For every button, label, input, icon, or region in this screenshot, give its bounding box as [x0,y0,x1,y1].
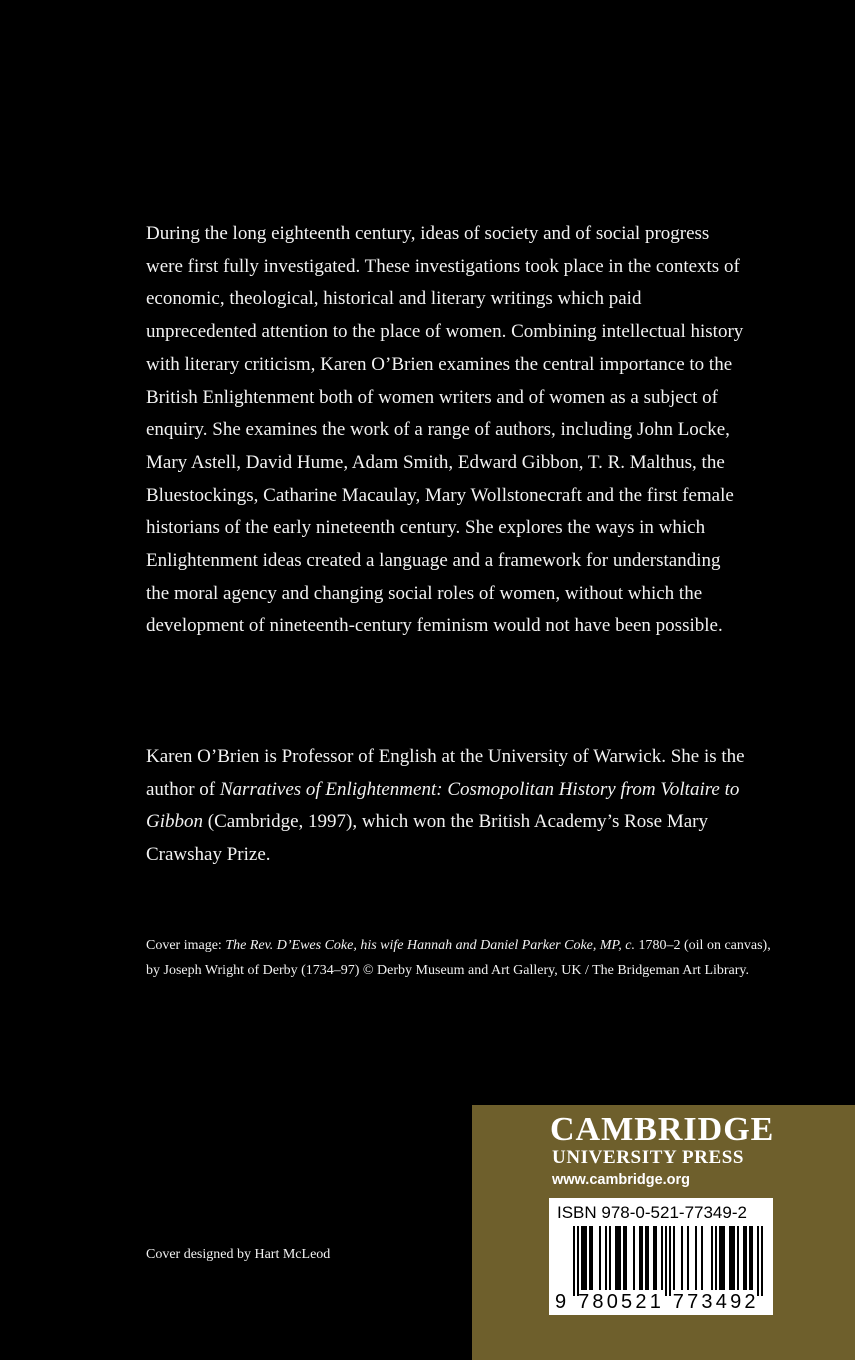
author-bio-details: (Cambridge, 1997), which won the British Academy’s Rose Mary Crawshay Prize. [146,811,709,866]
barcode-bar [619,1226,621,1290]
barcode-bar [655,1226,657,1290]
barcode-bar [711,1226,713,1290]
barcode-bar [617,1226,619,1290]
barcode-bar [661,1226,663,1290]
cover-image-credit [146,934,786,983]
barcode-bar [723,1226,725,1290]
barcode-bar [749,1226,751,1290]
barcode-bar [573,1226,575,1296]
barcode-bar [581,1226,583,1290]
barcode-bar [669,1226,671,1296]
book-description: During the long eighteenth century, ideas of society and of social progress were first fully investigated. These investigations took place in the contexts of economic, theological, historical and literary writings which paid unprecedented attention to the place of women. Combining intellectual history with literary criticism, Karen O’Brien examines the central importance to the British Enlightenment both of women writers and of women as a subject of enquiry. She examines the work of a range of authors, including John Locke, Mary Astell, David Hume, Adam Smith, Edward Gibbon, T. R. Malthus, the Bluestockings, Catharine Macaulay, Mary Wollstonecraft and the first female historians of the early nineteenth century. She explores the ways in which Enlightenment ideas created a language and a framework for understanding the moral agency and changing social roles of women, without which the development of nineteenth-century feminism would not have been possible. [146,223,744,637]
barcode-bar [605,1226,607,1290]
barcode-bar [719,1226,721,1290]
barcode-bar [577,1226,579,1296]
barcode-bar [695,1226,697,1290]
barcode-bar [673,1226,675,1290]
barcode-bar [681,1226,683,1290]
barcode-bar [701,1226,703,1290]
isbn-barcode [549,1198,773,1315]
barcode-bar [665,1226,667,1296]
barcode-bar [733,1226,735,1290]
barcode-bar [625,1226,627,1290]
publisher-panel [472,1105,855,1360]
ean-digits: 9 780521 773492 [555,1291,759,1313]
barcode-bar [751,1226,753,1290]
barcode-bar [599,1226,601,1290]
isbn-label: ISBN 978-0-521-77349-2 [557,1203,747,1222]
cover-credit-rest: 1780–2 (oil on canvas), by Joseph Wright of Derby (1734–97) © Derby Museum and Art Gallery, UK / The Bridgeman Art Library. [146,938,771,978]
barcode-bar [609,1226,611,1290]
barcode-bar [615,1226,617,1290]
author-bio [146,741,746,872]
barcode-bar [729,1226,731,1290]
barcode-bar [639,1226,641,1290]
barcode-bar [737,1226,739,1290]
author-previous-book-title: Narratives of Enlightenment: Cosmopolitan History from Voltaire to Gibbon [146,778,740,833]
barcode-bar [623,1226,625,1290]
barcode-bar [591,1226,593,1290]
barcode-bar [633,1226,635,1290]
barcode-bar [715,1226,717,1290]
barcode-bar [745,1226,747,1290]
author-bio-intro: Karen O’Brien is Professor of English at the University of Warwick. She is the author of [146,746,745,800]
barcode-bar [731,1226,733,1290]
barcode-bar [687,1226,689,1290]
barcode-bar [645,1226,647,1290]
barcode-bar [641,1226,643,1290]
publisher-logo-name: CAMBRIDGE [550,1111,775,1148]
barcode-bar [721,1226,723,1290]
publisher-logo-subname: UNIVERSITY PRESS [552,1147,745,1168]
barcode-bar [585,1226,587,1290]
barcode-bar [653,1226,655,1290]
cover-designer-credit: Cover designed by Hart McLeod [146,1247,331,1262]
barcode-bar [647,1226,649,1290]
publisher-website[interactable]: www.cambridge.org [552,1172,691,1188]
barcode-bar [743,1226,745,1290]
barcode-bar [583,1226,585,1290]
cover-artwork-title: The Rev. D’Ewes Coke, his wife Hannah and Daniel Parker Coke, MP, c. [225,938,635,953]
cover-credit-label: Cover image: [146,938,226,953]
barcode-bar [589,1226,591,1290]
barcode-bar [757,1226,759,1296]
barcode-bar [761,1226,763,1296]
